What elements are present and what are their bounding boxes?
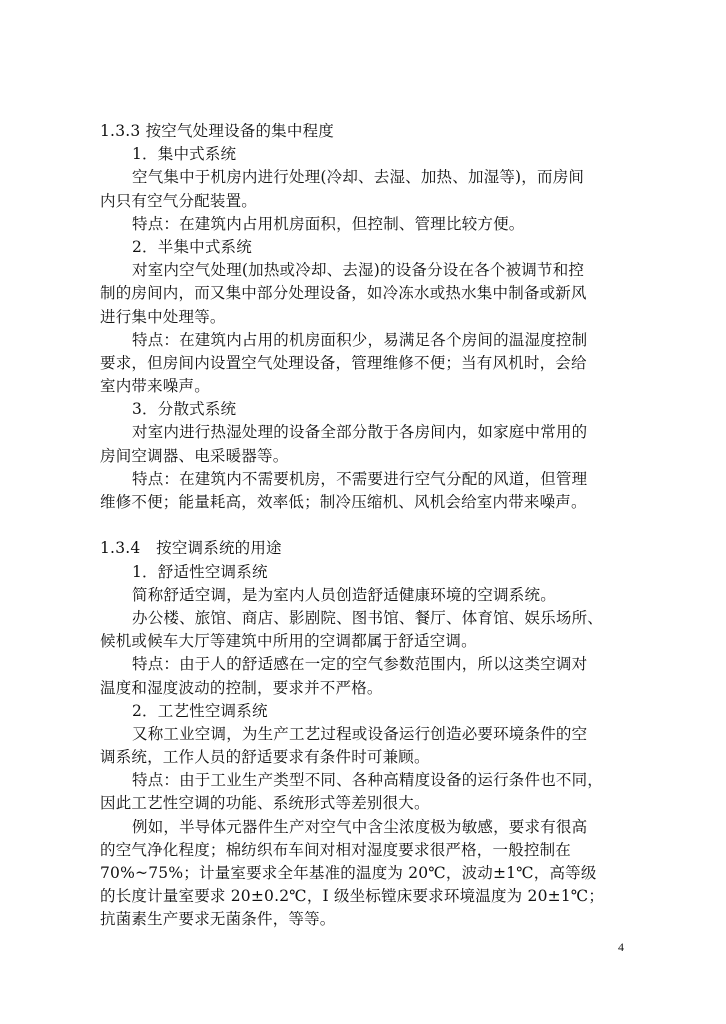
paragraph-line: 房间空调器、电采暖器等。 [100,446,289,465]
paragraph-line: 因此工艺性空调的功能、系统形式等差别很大。 [100,794,430,813]
paragraph-line: 室内带来噪声。 [100,377,210,396]
document-body [100,120,630,932]
paragraph-line: 调系统，工作人员的舒适要求有条件时可兼顾。 [100,748,430,767]
paragraph-line: 特点：在建筑内占用的机房面积少，易满足各个房间的温湿度控制 [132,330,588,349]
paragraph-line: 内只有空气分配装置。 [100,191,258,210]
paragraph-line: 维修不便；能量耗高，效率低；制冷压缩机、风机会给室内带来噪声。 [100,493,587,511]
paragraph-line: 特点：由于工业生产类型不同、各种高精度设备的运行条件也不同， [132,771,604,790]
paragraph-line: 简称舒适空调，是为室内人员创造舒适健康环境的空调系统。 [132,585,556,604]
paragraph-line: 要求，但房间内设置空气处理设备，管理维修不便；当有风机时，会给 [100,353,587,372]
page-number: 4 [618,940,624,954]
paragraph-line: 特点：由于人的舒适感在一定的空气参数范围内，所以这类空调对 [132,655,588,674]
paragraph-line: 的空气净化程度；棉纺织布车间对相对湿度要求很严格，一般控制在 [100,840,572,859]
subsection-heading-comfort: 1．舒适性空调系统 [132,562,268,581]
paragraph-line: 特点：在建筑内不需要机房，不需要进行空气分配的风道，但管理 [132,469,588,488]
section-spacer [100,514,630,537]
paragraph-line: 空气集中于机房内进行处理(冷却、去湿、加热、加湿等)，而房间 [132,168,585,187]
paragraph-line: 70%~75%；计量室要求全年基准的温度为 20℃，波动±1℃，高等级 [100,864,597,882]
section-heading-1-3-3: 1.3.3 按空气处理设备的集中程度 [100,122,334,140]
paragraph-line: 的长度计量室要求 20±0.2℃，I 级坐标镗床要求环境温度为 20±1℃； [100,887,605,906]
paragraph-line: 进行集中处理等。 [100,307,226,326]
paragraph-line: 抗菌素生产要求无菌条件，等等。 [100,910,336,929]
subsection-heading-centralized: 1．集中式系统 [132,145,237,164]
subsection-heading-process: 2．工艺性空调系统 [132,701,268,720]
subsection-heading-semi-centralized: 2．半集中式系统 [132,237,252,256]
paragraph-line: 又称工业空调，为生产工艺过程或设备运行创造必要环境条件的空 [132,724,588,743]
paragraph-line: 制的房间内，而又集中部分处理设备，如冷冻水或热水集中制备或新风 [100,284,587,303]
paragraph-line: 对室内进行热湿处理的设备全部分散于各房间内，如家庭中常用的 [132,423,588,442]
subsection-heading-decentralized: 3．分散式系统 [132,400,237,419]
paragraph-line: 温度和湿度波动的控制，要求并不严格。 [100,678,383,697]
paragraph-line: 候机或候车大厅等建筑中所用的空调都属于舒适空调。 [100,632,477,651]
paragraph-line: 例如，半导体元器件生产对空气中含尘浓度极为敏感，要求有很高 [132,817,588,836]
paragraph-line: 对室内空气处理(加热或冷却、去湿)的设备分设在各个被调节和控 [132,261,585,280]
paragraph-line: 办公楼、旅馆、商店、影剧院、图书馆、餐厅、体育馆、娱乐场所、 [132,608,604,627]
section-heading-1-3-4: 1.3.4 按空调系统的用途 [100,539,282,558]
paragraph-line: 特点：在建筑内占用机房面积，但控制、管理比较方便。 [132,214,525,233]
